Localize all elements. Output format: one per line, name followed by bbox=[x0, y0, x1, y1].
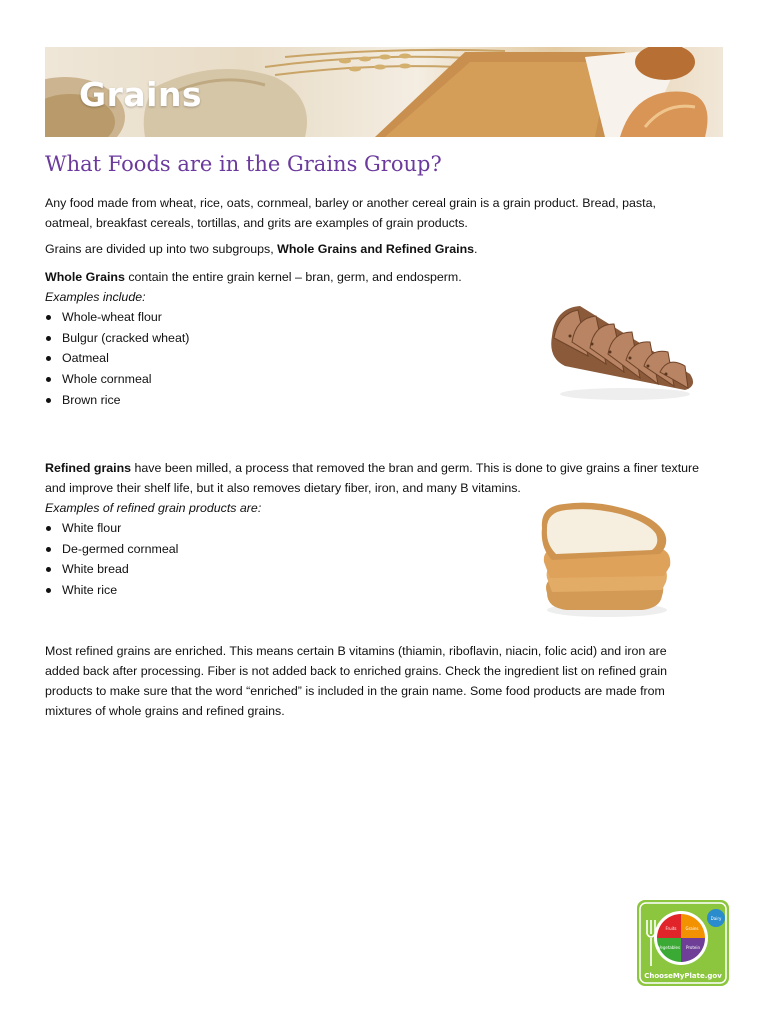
banner-image bbox=[45, 47, 723, 137]
logo-segment-dairy: Dairy bbox=[710, 916, 722, 921]
myplate-logo bbox=[637, 900, 729, 986]
whole-grains-definition: contain the entire grain kernel – bran, germ, and endosperm. bbox=[124, 270, 462, 284]
list-item: De-germed cornmeal bbox=[45, 539, 178, 560]
whole-grains-term: Whole Grains bbox=[45, 270, 125, 284]
subgroups-paragraph bbox=[45, 239, 478, 259]
list-item: White rice bbox=[45, 580, 178, 601]
wheat-bread-image bbox=[540, 296, 700, 406]
list-item: White bread bbox=[45, 559, 178, 580]
enriched-line-3: products to make sure that the word “enriched” is included in the grain name. Some food products are made from bbox=[45, 684, 665, 698]
refined-grains-term: Refined grains bbox=[45, 461, 132, 475]
whole-examples-label: Examples include: bbox=[45, 290, 146, 304]
intro-line-2: oatmeal, breakfast cereals, tortillas, and grits are examples of grain products. bbox=[45, 216, 468, 230]
subgroups-bold: Whole Grains and Refined Grains bbox=[277, 242, 475, 256]
list-item: Brown rice bbox=[45, 390, 189, 411]
white-bread-image bbox=[532, 498, 677, 623]
list-item: Whole cornmeal bbox=[45, 369, 189, 390]
whole-grains-paragraph bbox=[45, 267, 462, 287]
logo-segment-protein: Protein bbox=[685, 945, 701, 950]
refined-line-1-text: have been milled, a process that removed the bran and germ. This is done to give grains a finer texture bbox=[131, 461, 700, 475]
subgroups-end: . bbox=[474, 242, 478, 256]
banner-title: Grains bbox=[79, 75, 203, 114]
page-title: What Foods are in the Grains Group? bbox=[45, 152, 442, 176]
list-item: Oatmeal bbox=[45, 348, 189, 369]
refined-examples-label: Examples of refined grain products are: bbox=[45, 501, 262, 515]
list-item: Whole-wheat flour bbox=[45, 307, 189, 328]
logo-segment-fruits: Fruits bbox=[665, 926, 677, 931]
logo-segment-vegetables: Vegetables bbox=[657, 945, 681, 950]
whole-grains-list bbox=[45, 307, 189, 410]
intro-line-1: Any food made from wheat, rice, oats, cornmeal, barley or another cereal grain is a grain product. Bread, pasta, bbox=[45, 196, 656, 210]
refined-line-1 bbox=[45, 458, 699, 478]
subgroups-text: Grains are divided up into two subgroups, bbox=[45, 242, 278, 256]
logo-segment-grains: Grains bbox=[685, 926, 699, 931]
refined-grains-list bbox=[45, 518, 178, 601]
logo-text: ChooseMyPlate.gov bbox=[644, 972, 722, 980]
enriched-line-4: mixtures of whole grains and refined grains. bbox=[45, 704, 285, 718]
enriched-line-2: added back after processing. Fiber is not added back to enriched grains. Check the ingredient list on refined grain bbox=[45, 664, 667, 678]
refined-line-2: and improve their shelf life, but it also removes dietary fiber, iron, and many B vitamins. bbox=[45, 481, 521, 495]
list-item: Bulgur (cracked wheat) bbox=[45, 328, 189, 349]
list-item: White flour bbox=[45, 518, 178, 539]
enriched-line-1: Most refined grains are enriched. This means certain B vitamins (thiamin, riboflavin, niacin, folic acid) and iron are bbox=[45, 644, 667, 658]
